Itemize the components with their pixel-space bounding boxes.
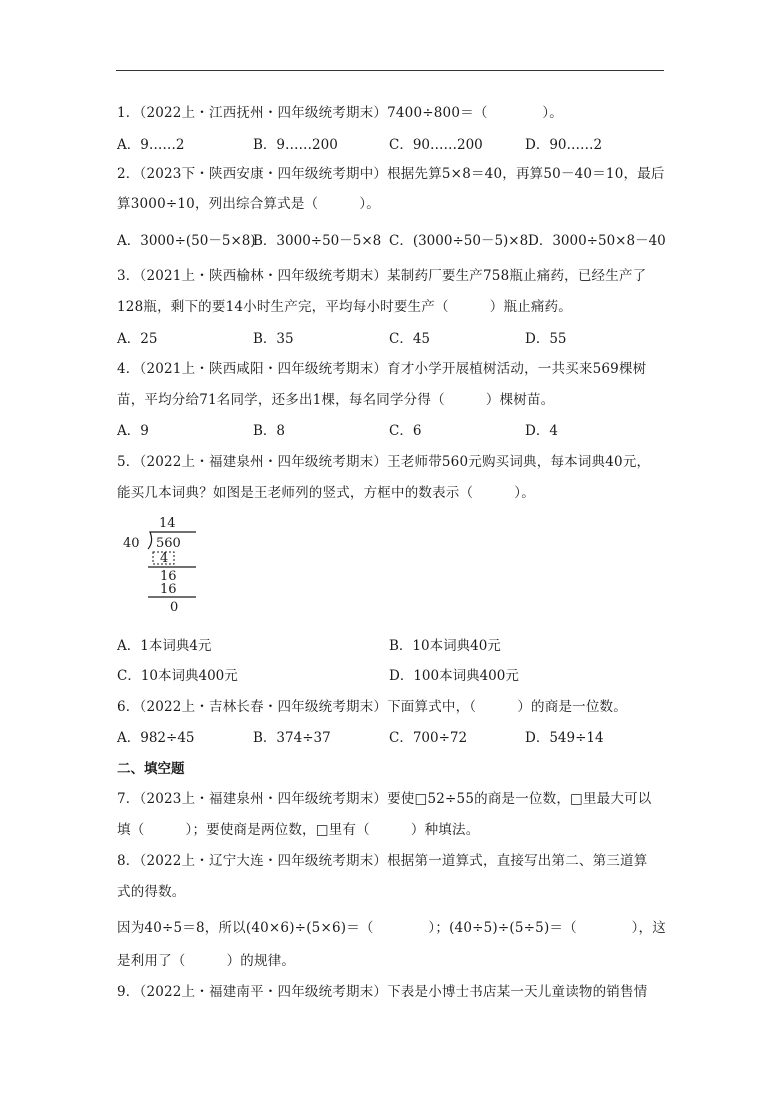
quotient: 14 — [159, 516, 176, 531]
question-9-text-line-1: 9．（2022上・福建南平・四年级统考期末）下表是小博士书店某一天儿童读物的销售情 — [117, 984, 648, 1000]
final-remainder: 0 — [170, 600, 179, 615]
dividend: 560 — [156, 536, 181, 551]
question-3-option-b: B．35 — [253, 331, 294, 347]
header-rule — [116, 70, 664, 71]
question-7-text-line-2: 填（ ）；要使商是两位数，□里有（ ）种填法。 — [117, 822, 480, 838]
question-8-text-line-3: 因为40÷5＝8，所以(40×6)÷(5×6)＝（ ）；(40÷5)÷(5÷5)＝（ ），这 — [117, 920, 666, 936]
question-4-option-b: B．8 — [253, 423, 286, 439]
question-2-option-d: D．3000÷50×8－40 — [528, 233, 666, 249]
question-5-option-d: D．100本词典400元 — [389, 668, 519, 684]
question-8-text-line-1: 8．（2022上・辽宁大连・四年级统考期末）根据第一道算式，直接写出第二、第三道算 — [117, 853, 648, 869]
question-4-option-a: A．9 — [117, 423, 149, 439]
question-1-option-c: C．90……200 — [389, 137, 483, 153]
question-2-text-line-1: 2．（2023下・陕西安康・四年级统考期中）根据先算5×8＝40，再算50－40＝10，最后 — [117, 166, 665, 182]
question-8-text-line-4: 是利用了（ ）的规律。 — [117, 953, 296, 969]
long-division-figure — [114, 512, 214, 616]
question-3-text-line-1: 3．（2021上・陕西榆林・四年级统考期末）某制药厂要生产758瓶止痛药，已经生产了 — [117, 268, 647, 284]
question-7-text-line-1: 7．（2023上・福建泉州・四年级统考期末）要使□52÷55的商是一位数，□里最大可以 — [117, 791, 652, 807]
boxed-product: 4 — [160, 551, 169, 566]
question-2-text-line-2: 算3000÷10，列出综合算式是（ ）。 — [117, 196, 380, 212]
section-title: 二、填空题 — [117, 761, 185, 777]
question-6-option-d: D．549÷14 — [525, 730, 604, 746]
product-step: 16 — [160, 582, 177, 597]
question-8-text-line-2: 式的得数。 — [117, 884, 186, 900]
question-6-option-c: C．700÷72 — [389, 730, 468, 746]
question-2-option-a: A．3000÷(50－5×8) — [117, 233, 256, 249]
question-6-text: 6．（2022上・吉林长春・四年级统考期末）下面算式中，（ ）的商是一位数。 — [117, 699, 627, 715]
question-6-option-a: A．982÷45 — [117, 730, 195, 746]
question-5-option-a: A．1本词典4元 — [117, 638, 212, 654]
question-2-option-c: C．(3000÷50－5)×8 — [389, 233, 529, 249]
question-5-option-c: C．10本词典400元 — [117, 668, 238, 684]
question-3-option-c: C．45 — [389, 331, 431, 347]
question-5-text-line-2: 能买几本词典？如图是王老师列的竖式，方框中的数表示（ ）。 — [117, 485, 535, 501]
question-6-option-b: B．374÷37 — [253, 730, 331, 746]
question-1-option-b: B．9……200 — [253, 137, 338, 153]
question-4-text-line-1: 4．（2021上・陕西咸阳・四年级统考期末）育才小学开展植树活动，一共买来569棵树 — [117, 361, 647, 377]
question-1-text: 1．（2022上・江西抚州・四年级统考期末）7400÷800＝（ ）。 — [117, 105, 563, 121]
question-4-text-line-2: 苗，平均分给71名同学，还多出1棵，每名同学分得（ ）棵树苗。 — [117, 392, 555, 408]
question-1-option-d: D．90……2 — [525, 137, 603, 153]
question-2-option-b: B．3000÷50－5×8 — [253, 233, 382, 249]
question-3-option-a: A．25 — [117, 331, 158, 347]
question-1-option-a: A．9……2 — [117, 137, 185, 153]
divisor: 40 — [123, 536, 140, 551]
question-4-option-c: C．6 — [389, 423, 422, 439]
question-3-text-line-2: 128瓶，剩下的要14小时生产完，平均每小时要生产（ ）瓶止痛药。 — [117, 299, 572, 315]
remainder-step: 16 — [160, 569, 177, 584]
question-4-option-d: D．4 — [525, 423, 558, 439]
question-5-option-b: B．10本词典40元 — [389, 638, 501, 654]
question-5-text-line-1: 5．（2022上・福建泉州・四年级统考期末）王老师带560元购买词典，每本词典40元， — [117, 454, 651, 470]
question-3-option-d: D．55 — [525, 331, 567, 347]
